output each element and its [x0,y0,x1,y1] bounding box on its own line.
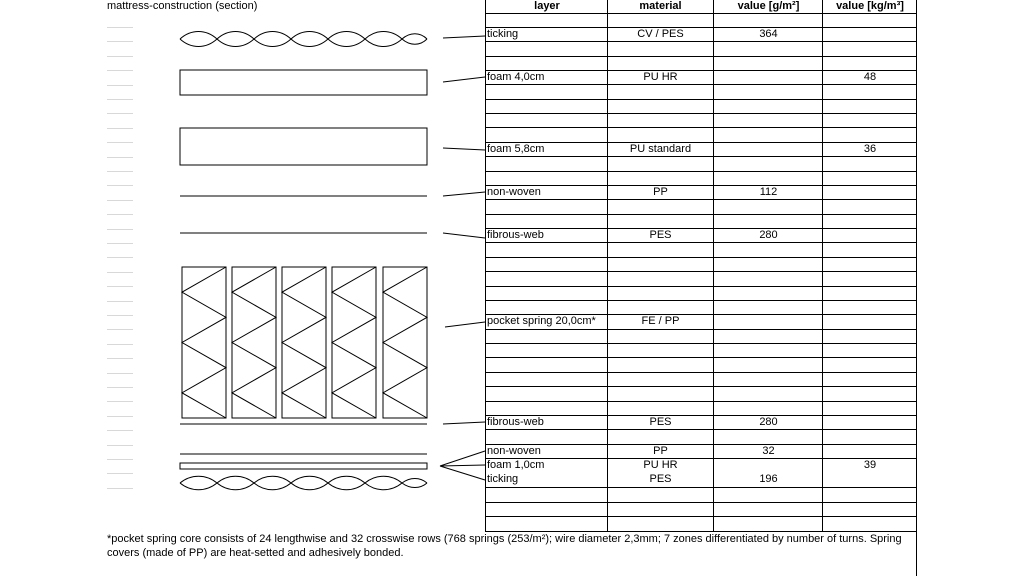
cell-value-kgm: 48 [863,71,877,83]
spring-coil [282,267,326,418]
faint-row-ticks [107,28,133,489]
spring-pocket [232,267,276,418]
leader-fibrous-web-bottom [443,422,485,424]
cell-layer: ticking [487,28,519,40]
leader-foam-4cm [443,77,485,82]
cell-layer: foam 4,0cm [487,71,545,83]
footnote: *pocket spring core consists of 24 lengthwise and 32 crosswise rows (768 springs (253/m²); wire diameter 2,3mm; 7 zones differentiated by number of turns. Spring covers (made of PP) are heat-setted and adhesively bonded. [107,533,902,559]
cell-material: PU HR [643,459,678,471]
leader-fan-bottom [440,451,485,480]
leader-foam-58cm [443,148,485,150]
ticking-bottom-wave [180,476,427,490]
cell-material: PU HR [643,71,678,83]
header-material: material [639,0,682,12]
cell-value-kgm: 36 [863,143,877,155]
cell-layer: fibrous-web [487,416,544,428]
cell-value-gm: 364 [759,28,778,40]
cell-layer: foam 5,8cm [487,143,545,155]
cell-value-gm: 32 [762,445,775,457]
spring-coil [332,267,376,418]
cell-material: CV / PES [637,28,684,40]
cell-value-kgm: 39 [863,459,877,471]
cell-layer: ticking [487,473,519,485]
header-layer: layer [534,0,560,12]
cell-material: PU standard [629,143,692,155]
header-value-gm: value [g/m²] [737,0,800,12]
foam-58cm-block [180,128,427,165]
cell-material: FE / PP [641,315,680,327]
cell-value-gm: 112 [759,186,778,198]
spring-coil [383,267,427,418]
cell-layer: foam 1,0cm [487,459,545,471]
cell-material: PES [649,229,672,241]
cell-layer: pocket spring 20,0cm* [487,315,596,327]
foam-1cm-block [180,463,427,469]
ticking-top-wave [180,32,427,47]
cell-value-gm: 196 [759,473,778,485]
leader-pocket-spring [445,322,485,327]
spring-pocket [383,267,427,418]
cell-layer: non-woven [487,186,541,198]
header-value-kgm: value [kg/m³] [836,0,904,12]
diagram-title: mattress-construction (section) [107,0,258,12]
spring-pocket [182,267,226,418]
cell-material: PP [653,186,668,198]
leader-fibrous-web-top [443,233,485,238]
foam-4cm-block [180,70,427,95]
pocket-springs [182,267,427,418]
leader-ticking-top [443,36,485,38]
spring-coil [182,267,226,418]
cell-value-gm: 280 [759,229,778,241]
cell-material: PES [649,473,672,485]
cell-value-gm: 280 [759,416,778,428]
cell-material: PES [649,416,672,428]
spring-coil [232,267,276,418]
cell-layer: non-woven [487,445,541,457]
cell-material: PP [653,445,668,457]
spring-pocket [282,267,326,418]
spring-pocket [332,267,376,418]
cell-layer: fibrous-web [487,229,544,241]
leader-non-woven-top [443,192,485,196]
